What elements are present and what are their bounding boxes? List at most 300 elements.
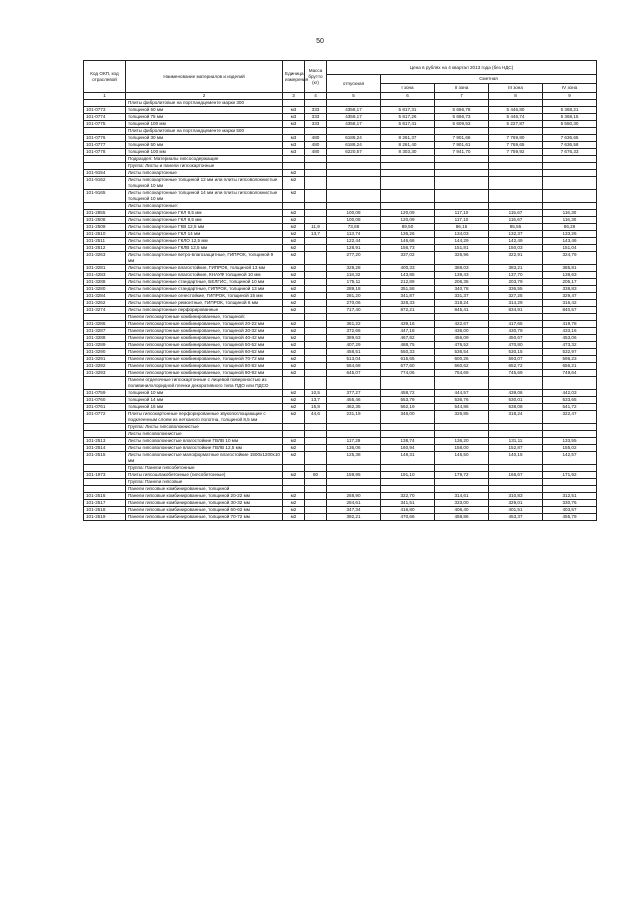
table-cell: 212,89 xyxy=(381,279,435,286)
table-cell: 385,81 xyxy=(543,265,597,272)
table-cell: 488,75 xyxy=(381,342,435,349)
table-cell: 337,02 xyxy=(381,252,435,265)
table-cell: 8 303,30 xyxy=(381,149,435,156)
table-cell: 101-2515 xyxy=(84,452,126,465)
table-row xyxy=(84,363,597,370)
table-cell xyxy=(327,486,381,493)
section-heading: Панели отделочные гипсокартонные с лицевой поверхностью из поливинилхлоридной пленки декоративного типа ПДО или ПДСО xyxy=(126,377,283,390)
table-cell xyxy=(489,100,543,107)
table-cell xyxy=(305,438,327,445)
table-cell xyxy=(327,465,381,472)
table-cell: Листы гипсокартонные влагостойкие, ГИПРОК, толщиной 13 мм xyxy=(126,265,283,272)
table-cell: Панели гипсокартонные комбинированные, толщиной 20-22 мм xyxy=(126,321,283,328)
table-cell: 458,51 xyxy=(327,349,381,356)
table-row xyxy=(84,321,597,328)
table-cell xyxy=(489,424,543,431)
section-heading-row xyxy=(84,100,597,107)
table-cell: толщиной 16 мм xyxy=(126,404,283,411)
table-cell xyxy=(327,377,381,390)
table-cell: 101-2511 xyxy=(84,238,126,245)
table-cell: 389,63 xyxy=(327,335,381,342)
table-cell xyxy=(489,486,543,493)
table-cell: 754,69 xyxy=(435,370,489,377)
table-cell: 458,86 xyxy=(435,514,489,521)
table-cell xyxy=(543,203,597,210)
table-cell xyxy=(305,217,327,224)
table-cell: 7 636,58 xyxy=(543,142,597,149)
table-cell xyxy=(305,265,327,272)
table-cell: 101-2516 xyxy=(84,493,126,500)
table-cell: м2 xyxy=(283,363,305,370)
column-number: 5 xyxy=(327,93,381,100)
table-cell: 13,7 xyxy=(305,231,327,238)
table-row xyxy=(84,349,597,356)
table-cell: 101-2510 xyxy=(84,231,126,238)
table-row xyxy=(84,507,597,514)
table-cell: 160,94 xyxy=(381,445,435,452)
table-cell: 550,33 xyxy=(381,349,435,356)
table-cell: Листы гипсокартонные ГКЛВ 12,5 мм xyxy=(126,245,283,252)
table-cell: толщиной 10 мм xyxy=(126,390,283,397)
header-price-group: Цена в рублях на 4 квартал 2013 года (без НДС) xyxy=(327,61,597,75)
table-cell xyxy=(435,100,489,107)
table-cell xyxy=(305,293,327,300)
table-cell xyxy=(489,431,543,438)
table-cell: 101-2513 xyxy=(84,438,126,445)
table-cell: Панели гипсокартонные комбинированные, толщиной 60-62 мм xyxy=(126,349,283,356)
table-cell: толщиной 30 мм xyxy=(126,135,283,142)
table-cell: 122,44 xyxy=(327,238,381,245)
table-cell: м2 xyxy=(283,190,305,203)
table-cell: 834,91 xyxy=(489,307,543,314)
table-cell xyxy=(327,190,381,203)
group-heading-row xyxy=(84,479,597,486)
table-cell: 155,02 xyxy=(543,445,597,452)
table-cell: 152,87 xyxy=(489,445,543,452)
table-cell xyxy=(327,100,381,107)
table-cell xyxy=(435,190,489,203)
table-cell xyxy=(489,465,543,472)
table-cell: 4358,17 xyxy=(327,121,381,128)
table-row xyxy=(84,224,597,231)
table-cell xyxy=(283,100,305,107)
table-row xyxy=(84,328,597,335)
table-cell xyxy=(305,279,327,286)
table-cell: 142,49 xyxy=(489,238,543,245)
table-cell xyxy=(305,252,327,265)
table-cell: 86,15 xyxy=(435,224,489,231)
table-cell xyxy=(283,314,305,321)
table-cell xyxy=(305,314,327,321)
table-cell xyxy=(327,314,381,321)
table-cell xyxy=(305,328,327,335)
table-cell: 329,28 xyxy=(327,265,381,272)
table-cell: 101-3286 xyxy=(84,321,126,328)
table-cell: 333 xyxy=(305,107,327,114)
group-heading-row xyxy=(84,465,597,472)
table-row xyxy=(84,445,597,452)
table-cell: 322,47 xyxy=(543,411,597,424)
table-cell: 101-2512 xyxy=(84,245,126,252)
group-heading: Группа: Панели гипсобетонные xyxy=(126,465,283,472)
table-cell: 314,61 xyxy=(435,493,489,500)
table-cell xyxy=(305,286,327,293)
table-cell: 101-0759 xyxy=(84,390,126,397)
table-cell: 134,03 xyxy=(435,231,489,238)
table-row xyxy=(84,252,597,265)
table-cell: толщиной 50 мм xyxy=(126,107,283,114)
table-cell: 333 xyxy=(305,114,327,121)
section-heading: Листы гипсоволокнистые xyxy=(126,431,283,438)
table-cell: 205,17 xyxy=(543,279,597,286)
table-cell: 268,90 xyxy=(327,493,381,500)
table-cell xyxy=(327,479,381,486)
table-cell xyxy=(381,190,435,203)
table-cell: 175,11 xyxy=(327,279,381,286)
table-row xyxy=(84,293,597,300)
table-cell: 318,24 xyxy=(489,411,543,424)
table-cell: Плиты гипсокартонные перфорированные звукопоглощающие с подклеенным слоем из нетканого полотна, толщиной 8,5 мм xyxy=(126,411,283,424)
table-cell xyxy=(84,377,126,390)
table-cell: м3 xyxy=(283,107,305,114)
table-cell: Листы гипсокартонные ГКЛ 9,5 мм xyxy=(126,210,283,217)
section-heading: Панели гипсовые комбинированные, толщиной xyxy=(126,486,283,493)
table-cell xyxy=(305,349,327,356)
table-cell: 136,20 xyxy=(435,438,489,445)
table-cell: 473,32 xyxy=(543,342,597,349)
table-cell: Листы гипсокартонные ГКЛО 12,5 мм xyxy=(126,238,283,245)
table-cell: м2 xyxy=(283,370,305,377)
table-cell xyxy=(283,128,305,135)
table-cell xyxy=(84,314,126,321)
table-cell: 314,29 xyxy=(489,300,543,307)
table-cell xyxy=(327,163,381,170)
header-zone-3: III зона xyxy=(489,84,543,93)
table-cell: м2 xyxy=(283,321,305,328)
table-cell: м2 xyxy=(283,245,305,252)
table-cell xyxy=(305,156,327,163)
section-heading-row xyxy=(84,203,597,210)
table-cell: 101-0778 xyxy=(84,149,126,156)
table-cell xyxy=(84,156,126,163)
table-cell xyxy=(283,486,305,493)
table-cell xyxy=(381,486,435,493)
table-cell: Плиты гипсошлакобетонные (гипсобетонные) xyxy=(126,472,283,479)
table-cell xyxy=(305,238,327,245)
table-cell: 455,79 xyxy=(543,514,597,521)
table-cell xyxy=(489,479,543,486)
table-cell: 310,83 xyxy=(489,493,543,500)
table-cell: 151,81 xyxy=(435,245,489,252)
section-heading: Листы гипсокартонные: xyxy=(126,203,283,210)
table-cell: Листы гипсокартонные ремонтные, ГИПРОК, толщиной 6 мм xyxy=(126,300,283,307)
table-cell: м2 xyxy=(283,177,305,190)
table-row xyxy=(84,142,597,149)
table-cell: 338,83 xyxy=(543,286,597,293)
table-cell xyxy=(305,486,327,493)
table-cell: 101-3291 xyxy=(84,356,126,363)
table-cell: 150,03 xyxy=(489,245,543,252)
table-cell: Панели гипсовые комбинированные, толщиной 30-32 мм xyxy=(126,500,283,507)
table-cell: м2 xyxy=(283,397,305,404)
table-cell: 407,29 xyxy=(327,342,381,349)
table-row xyxy=(84,121,597,128)
table-cell: 5 817,26 xyxy=(381,114,435,121)
table-cell: 7 636,65 xyxy=(543,135,597,142)
table-row xyxy=(84,265,597,272)
table-cell: 101-0772 xyxy=(84,411,126,424)
table-cell xyxy=(381,465,435,472)
table-row xyxy=(84,245,597,252)
table-row xyxy=(84,438,597,445)
table-cell: м2 xyxy=(283,404,305,411)
table-cell: м2 xyxy=(283,265,305,272)
table-cell: 166,67 xyxy=(489,472,543,479)
table-cell: м3 xyxy=(283,135,305,142)
group-heading: Подраздел: Материалы гипсосодержащие xyxy=(126,156,283,163)
table-cell: 145,50 xyxy=(435,452,489,465)
table-cell: 101-0760 xyxy=(84,397,126,404)
table-cell: 347,34 xyxy=(327,507,381,514)
table-cell: м2 xyxy=(283,335,305,342)
table-cell: Листы гипсокартонные толщиной 14 мм или плиты гипсоволокнистые толщиной 10 мм xyxy=(126,190,283,203)
table-cell: Листы гипсокартонные ветро-влагозащитные, ГИПРОК, толщиной 9 мм xyxy=(126,252,283,265)
table-row xyxy=(84,472,597,479)
table-cell xyxy=(543,431,597,438)
table-cell xyxy=(305,479,327,486)
table-row xyxy=(84,177,597,190)
table-cell: Листы гипсокартонные толщиной 12 мм или плиты гипсоволокнистые толщиной 10 мм xyxy=(126,177,283,190)
table-cell: 128,91 xyxy=(327,245,381,252)
table-cell: 5 609,53 xyxy=(435,121,489,128)
table-cell: 7 676,33 xyxy=(543,149,597,156)
table-cell: 400,33 xyxy=(381,265,435,272)
table-cell: 4358,17 xyxy=(327,114,381,121)
table-cell xyxy=(305,307,327,314)
table-cell: 6188,24 xyxy=(327,142,381,149)
table-cell xyxy=(327,170,381,177)
table-cell: 146,66 xyxy=(381,238,435,245)
table-cell: м3 xyxy=(283,142,305,149)
table-row xyxy=(84,300,597,307)
table-cell: 116,30 xyxy=(543,217,597,224)
table-cell: 277,20 xyxy=(327,252,381,265)
table-cell: 156,73 xyxy=(381,245,435,252)
table-cell: 15,8 xyxy=(305,404,327,411)
table-cell: 13,7 xyxy=(305,397,327,404)
table-cell: 101-3290 xyxy=(84,349,126,356)
table-cell: 5 446,80 xyxy=(489,107,543,114)
table-cell xyxy=(305,163,327,170)
table-cell: 645,07 xyxy=(327,370,381,377)
table-cell: м2 xyxy=(283,210,305,217)
group-heading-row xyxy=(84,156,597,163)
table-cell: м2 xyxy=(283,307,305,314)
table-cell: Панели гипсокартонные комбинированные, толщиной 40-42 мм xyxy=(126,335,283,342)
group-heading-row xyxy=(84,424,597,431)
table-cell: 341,87 xyxy=(381,293,435,300)
table-cell xyxy=(327,424,381,431)
table-cell: 530,15 xyxy=(489,349,543,356)
table-cell: 7 901,66 xyxy=(435,135,489,142)
header-release: отпускная xyxy=(327,75,381,93)
table-cell: толщиной 75 мм xyxy=(126,114,283,121)
table-cell xyxy=(283,203,305,210)
table-cell: 139,43 xyxy=(435,272,489,279)
table-row xyxy=(84,411,597,424)
table-cell xyxy=(305,465,327,472)
table-cell: м2 xyxy=(283,472,305,479)
table-cell: 101-0777 xyxy=(84,142,126,149)
table-cell xyxy=(381,163,435,170)
table-cell: 430,79 xyxy=(489,328,543,335)
table-cell: 326,96 xyxy=(435,252,489,265)
column-number: 3 xyxy=(283,93,305,100)
table-cell: м2 xyxy=(283,438,305,445)
table-cell: 5 666,73 xyxy=(435,114,489,121)
header-unit: Единица измерения xyxy=(283,61,305,93)
table-cell: м2 xyxy=(283,286,305,293)
table-cell xyxy=(543,100,597,107)
table-cell: 6188,24 xyxy=(327,135,381,142)
table-cell: м2 xyxy=(283,238,305,245)
table-cell: 444,57 xyxy=(435,390,489,397)
table-row xyxy=(84,493,597,500)
table-row xyxy=(84,217,597,224)
table-cell: 456,09 xyxy=(435,335,489,342)
table-cell: 652,72 xyxy=(489,363,543,370)
table-cell xyxy=(435,424,489,431)
group-heading: Группа: Панели гипсовые xyxy=(126,479,283,486)
table-cell: 324,79 xyxy=(543,252,597,265)
table-cell xyxy=(543,170,597,177)
table-cell: 749,64 xyxy=(543,370,597,377)
table-cell xyxy=(327,177,381,190)
table-cell: 140,15 xyxy=(489,452,543,465)
table-cell: Листы гипсокартонные ГКВ 12,5 мм xyxy=(126,224,283,231)
table-row xyxy=(84,107,597,114)
table-cell: 100,08 xyxy=(327,217,381,224)
table-cell xyxy=(305,100,327,107)
table-cell: 536,54 xyxy=(435,349,489,356)
table-cell: 401,51 xyxy=(489,507,543,514)
table-cell: Листы гипсокартонные стандартные, БЕЛГИС, толщиной 10 мм xyxy=(126,279,283,286)
table-cell: 328,33 xyxy=(381,300,435,307)
group-heading-row xyxy=(84,163,597,170)
table-cell: 137,70 xyxy=(489,272,543,279)
table-cell: 101-2519 xyxy=(84,514,126,521)
column-number: 9 xyxy=(543,93,597,100)
table-cell: 101-3288 xyxy=(84,335,126,342)
table-cell: 144,29 xyxy=(435,238,489,245)
table-cell: 131,11 xyxy=(489,438,543,445)
table-cell xyxy=(305,431,327,438)
table-cell: м2 xyxy=(283,493,305,500)
header-zone-2: II зона xyxy=(435,84,489,93)
table-cell: 206,35 xyxy=(435,279,489,286)
table-cell xyxy=(489,190,543,203)
table-cell xyxy=(381,479,435,486)
table-row xyxy=(84,370,597,377)
table-cell xyxy=(305,493,327,500)
table-cell: 101-9162 xyxy=(84,177,126,190)
table-cell: м2 xyxy=(283,500,305,507)
column-number: 6 xyxy=(381,93,435,100)
section-heading-row xyxy=(84,431,597,438)
table-cell: Листы гипсокартонные ГКЛ 14 мм xyxy=(126,231,283,238)
header-zone-1: I зона xyxy=(381,84,435,93)
table-cell: 101-2855 xyxy=(84,210,126,217)
table-cell xyxy=(305,245,327,252)
table-cell: 840,57 xyxy=(543,307,597,314)
table-cell: 101-3263 xyxy=(84,252,126,265)
table-cell xyxy=(84,424,126,431)
section-heading-row xyxy=(84,128,597,135)
table-row xyxy=(84,238,597,245)
table-cell: 113,74 xyxy=(327,231,381,238)
table-cell: 158,00 xyxy=(435,445,489,452)
table-cell: 436,00 xyxy=(435,328,489,335)
table-row xyxy=(84,514,597,521)
table-cell: 447,18 xyxy=(381,328,435,335)
table-cell: 136,06 xyxy=(327,445,381,452)
table-cell: 151,04 xyxy=(543,245,597,252)
table-cell: 118,32 xyxy=(327,272,381,279)
table-cell: м2 xyxy=(283,300,305,307)
table-cell xyxy=(305,342,327,349)
table-cell: толщиной 100 мм xyxy=(126,121,283,128)
table-cell: м2 xyxy=(283,349,305,356)
table-cell: 416,80 xyxy=(381,507,435,514)
table-cell xyxy=(305,445,327,452)
table-cell: 453,37 xyxy=(489,514,543,521)
table-cell: Листы гипсоволокнистые влагостойкие ГВЛВ 12,5 мм xyxy=(126,445,283,452)
table-cell: 5 368,21 xyxy=(543,107,597,114)
table-cell xyxy=(84,465,126,472)
table-cell: 101-2508 xyxy=(84,217,126,224)
table-cell: 417,65 xyxy=(489,321,543,328)
table-cell xyxy=(543,128,597,135)
table-cell xyxy=(543,479,597,486)
table-cell: 101-3288 xyxy=(84,279,126,286)
table-cell: 133,26 xyxy=(543,231,597,238)
table-cell xyxy=(489,377,543,390)
table-cell: 377,27 xyxy=(327,390,381,397)
header-zone-4: IV зона xyxy=(543,84,597,93)
table-cell xyxy=(283,156,305,163)
table-cell: м2 xyxy=(283,279,305,286)
column-number: 4 xyxy=(305,93,327,100)
table-cell: 593,07 xyxy=(489,356,543,363)
table-cell: 7 769,80 xyxy=(489,135,543,142)
table-cell xyxy=(327,156,381,163)
table-cell: 101-2517 xyxy=(84,500,126,507)
table-cell xyxy=(84,163,126,170)
column-number: 8 xyxy=(489,93,543,100)
table-cell xyxy=(381,203,435,210)
table-cell xyxy=(84,128,126,135)
table-cell: м3 xyxy=(283,121,305,128)
table-cell: 171,92 xyxy=(543,472,597,479)
column-number-row xyxy=(84,93,597,100)
table-cell xyxy=(543,377,597,390)
section-heading-row xyxy=(84,314,597,321)
table-cell: Панели гипсовые комбинированные, толщиной 70-72 мм xyxy=(126,514,283,521)
table-cell: 677,60 xyxy=(381,363,435,370)
table-cell xyxy=(283,479,305,486)
table-cell: 7 769,65 xyxy=(489,142,543,149)
header-mass: Масса брутто (кг) xyxy=(305,61,327,93)
